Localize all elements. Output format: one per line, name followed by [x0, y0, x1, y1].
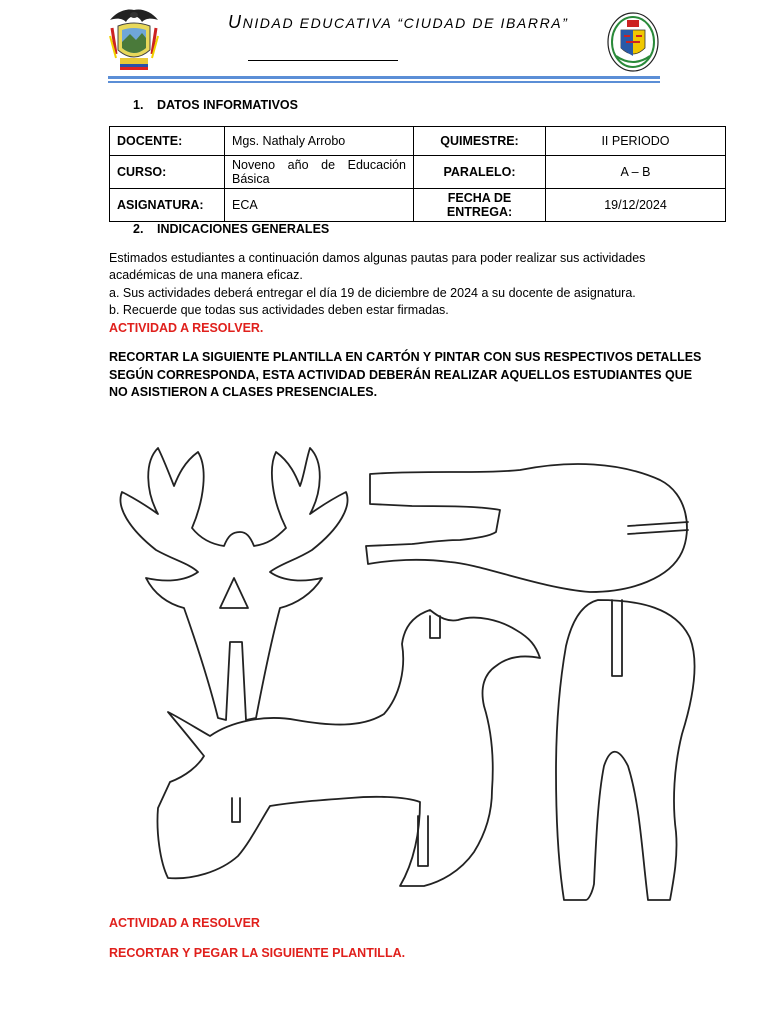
table-row [110, 127, 726, 156]
back-body-piece [157, 610, 540, 886]
top-piece-slot [628, 522, 688, 534]
asignatura-label: ASIGNATURA: [110, 189, 225, 222]
ecuador-coat-of-arms-logo [108, 6, 160, 72]
hind-leg-piece [556, 600, 695, 900]
activity-heading-2: ACTIVIDAD A RESOLVER [109, 916, 260, 930]
activity-1-instructions [109, 349, 702, 402]
activity-1-line-1: RECORTAR LA SIGUIENTE PLANTILLA EN CARTÓN Y PINTAR CON SUS RESPECTIVOS DETALLES [109, 350, 702, 364]
paralelo-label: PARALELO: [414, 156, 546, 189]
antlers-head-piece [120, 448, 347, 720]
docente-label: DOCENTE: [110, 127, 225, 156]
activity-heading-1: ACTIVIDAD A RESOLVER. [109, 321, 264, 335]
header-rule-top [108, 76, 660, 79]
header-rule-bottom [108, 81, 660, 83]
hind-leg-slot [612, 600, 622, 676]
table-row [110, 156, 726, 189]
school-crest-logo [606, 12, 660, 74]
curso-label: CURSO: [110, 156, 225, 189]
back-body-slot-left [232, 798, 240, 822]
quimestre-label: QUIMESTRE: [414, 127, 546, 156]
asignatura-value: ECA [225, 189, 414, 222]
section-heading-datos-informativos: 1. DATOS INFORMATIVOS [133, 98, 298, 112]
activity-2-instruction: RECORTAR Y PEGAR LA SIGUIENTE PLANTILLA. [109, 946, 406, 960]
head-notch [220, 578, 248, 608]
instruction-item-b: b. Recuerde que todas sus actividades deben estar firmadas. [109, 303, 449, 317]
fecha-entrega-value: 19/12/2024 [546, 189, 726, 222]
paralelo-value: A – B [546, 156, 726, 189]
info-table [109, 126, 726, 222]
intro-line-2: académicas de una manera eficaz. [109, 268, 303, 282]
quimestre-value: II PERIODO [546, 127, 726, 156]
docente-value: Mgs. Nathaly Arrobo [225, 127, 414, 156]
back-body-slot-top [430, 616, 440, 638]
curso-value: Noveno año de Educación Básica [225, 156, 414, 189]
activity-1-line-3: NO ASISTIERON A CLASES PRESENCIALES. [109, 385, 378, 399]
intro-line-1: Estimados estudiantes a continuación damos algunas pautas para poder realizar sus actividades [109, 251, 646, 265]
school-title: UNIDAD EDUCATIVA “CIUDAD DE IBARRA” [228, 12, 569, 32]
fecha-entrega-label: FECHA DE ENTREGA: [414, 189, 546, 222]
front-leg-piece [366, 464, 687, 592]
title-underline [248, 60, 398, 61]
section-heading-indicaciones-generales: 2. INDICACIONES GENERALES [133, 222, 330, 236]
table-row [110, 189, 726, 222]
deer-cutout-template [100, 432, 700, 912]
instruction-item-a: a. Sus actividades deberá entregar el día 19 de diciembre de 2024 a su docente de asignatura. [109, 286, 636, 300]
activity-1-line-2: SEGÚN CORRESPONDA, ESTA ACTIVIDAD DEBERÁN REALIZAR AQUELLOS ESTUDIANTES QUE [109, 367, 693, 382]
